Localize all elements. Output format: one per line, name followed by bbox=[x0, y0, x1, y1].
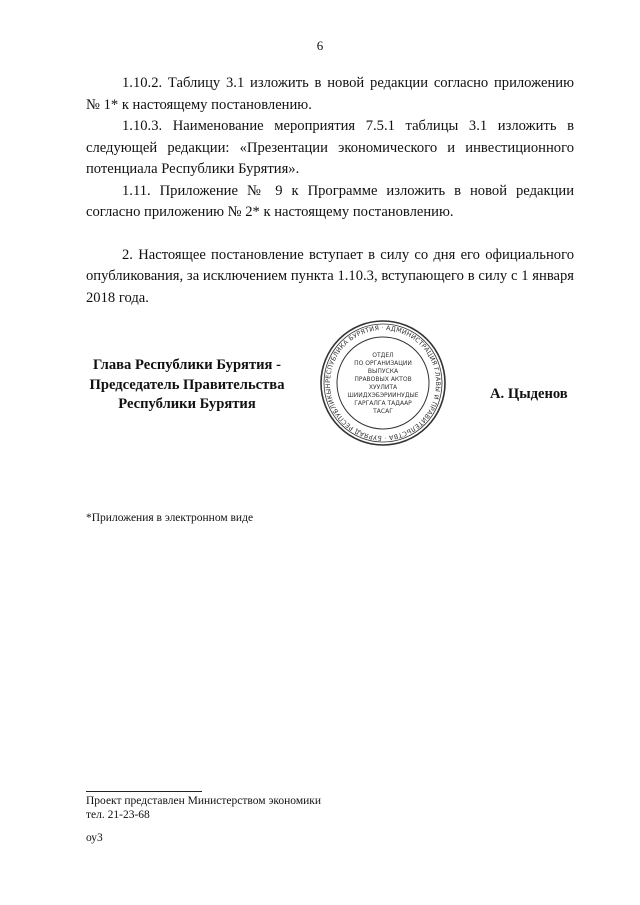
signatory-position-line: Председатель Правительства bbox=[89, 376, 285, 393]
footer-project-line: Проект представлен Министерством экономики bbox=[86, 795, 322, 807]
paragraph-2: 2. Настоящее постановление вступает в силу со дня его официального опубликования, за исключением пункта 1.10.3, вступающего в силу с 1 января 2018 года. bbox=[86, 246, 574, 306]
seal-center-line: ХУУЛИТА bbox=[368, 384, 398, 391]
official-seal-graphic bbox=[318, 318, 448, 448]
seal-center-line: ОТДЕЛ bbox=[372, 352, 394, 359]
signatory-position bbox=[72, 356, 302, 415]
page-number: 6 bbox=[316, 38, 324, 53]
official-seal bbox=[318, 318, 448, 448]
seal-center-line: ГАРГАЛГА ТАДААР bbox=[354, 400, 412, 407]
footer bbox=[86, 794, 321, 845]
seal-center-line: ШИИДХЭБЭРИИНУДЫЕ bbox=[347, 392, 419, 399]
paragraph-1-11: 1.11. Приложение № 9 к Программе изложить в новой редакции согласно приложению № 2* к настоящему постановлению. bbox=[86, 182, 574, 220]
footer-divider bbox=[86, 791, 202, 792]
seal-center-line: ВЫПУСКА bbox=[367, 368, 399, 375]
paragraph-1-10-3: 1.10.3. Наименование мероприятия 7.5.1 таблицы 3.1 изложить в следующей редакции: «Презентации экономического и инвестиционного потенциала Республики Бурятия». bbox=[86, 118, 574, 177]
svg-text:РЕСПУБЛИКА БУРЯТИЯ · АДМИНИСТР: РЕСПУБЛИКА БУРЯТИЯ · АДМИНИСТРАЦИЯ ГЛАВЫ И ПРАВИТЕЛЬСТВА · БУРЯАД РЕСПУБЛИКЫН bbox=[323, 323, 443, 443]
seal-center-line: ТАСАГ bbox=[373, 408, 393, 415]
signatory-position-line: Республики Бурятия bbox=[118, 396, 256, 412]
signatory-name: А. Цыденов bbox=[490, 386, 568, 402]
paragraph-1-10-2: 1.10.2. Таблицу 3.1 изложить в новой редакции согласно приложению № 1* к настоящему постановлению. bbox=[86, 75, 574, 113]
seal-center-line: ПРАВОВЫХ АКТОВ bbox=[354, 376, 412, 383]
document-body bbox=[86, 73, 574, 309]
signatory-position-line: Глава Республики Бурятия - bbox=[93, 357, 281, 373]
appendix-note: *Приложения в электронном виде bbox=[86, 512, 254, 524]
seal-center-line: ПО ОРГАНИЗАЦИИ bbox=[354, 360, 412, 367]
footer-phone-line: тел. 21-23-68 bbox=[86, 809, 150, 821]
footer-code: оу3 bbox=[86, 832, 103, 844]
